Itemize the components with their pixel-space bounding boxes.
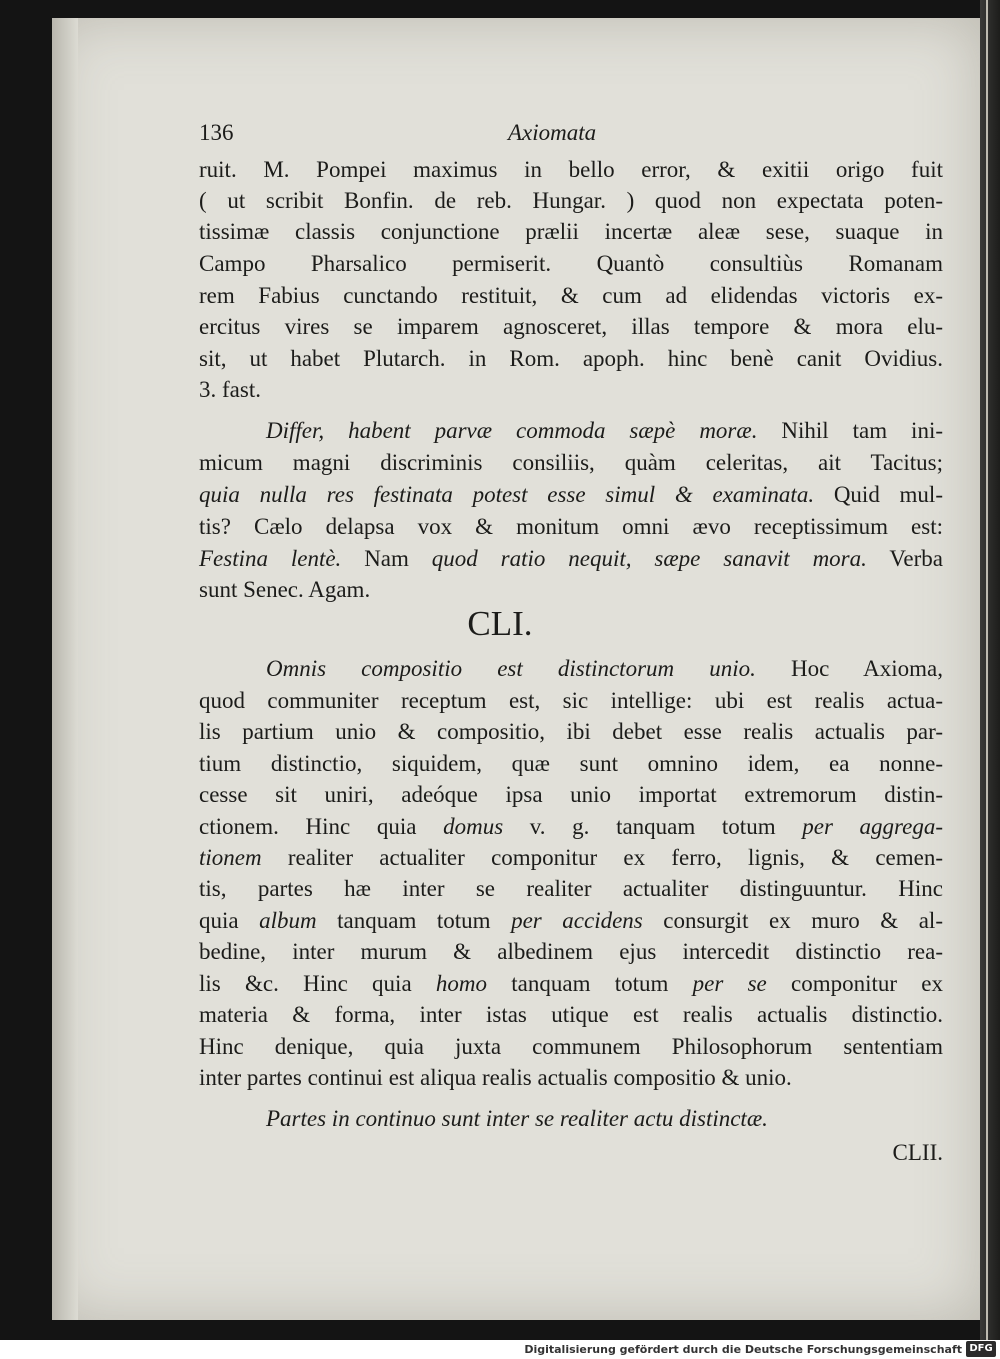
text-span: micum magni discriminis consiliis, quàm celeritas, ait Tacitus; [199,450,943,475]
italic-text: Omnis compositio est distinctorum unio. [266,656,756,681]
text-span: tis? Cælo delapsa vox & monitum omni ævo receptissimum est: [199,514,943,539]
text-line [199,749,943,779]
text-line [199,812,943,842]
text-span: componitur ex [766,971,944,996]
text-span: tanquam totum [316,908,512,933]
text-line: ( ut scribit Bonfin. de reb. Hungar. ) quod non expectata poten- [199,188,943,213]
text-span: bedine, inter murum & albedinem ejus intercedit distinctio rea- [199,939,943,964]
italic-text: album [259,908,317,933]
paragraph-4: Partes in continuo sunt inter se realiter actu distinctæ. [266,1106,768,1131]
text-line [199,937,943,967]
text-span: materia & forma, inter istas utique est realis actualis distinctio. [199,1002,943,1027]
text-line: rem Fabius cunctando restituit, & cum ad elidendas victoris ex- [199,283,943,308]
text-line: ercitus vires se imparem agnosceret, illas tempore & mora elu- [199,314,943,339]
text-span: inter partes continui est aliqua realis actualis compositio & unio. [199,1065,792,1090]
text-span: Verba [866,546,943,571]
text-span: tium distinctio, siquidem, quæ sunt omnino idem, ea nonne- [199,751,943,776]
page-number: 136 [199,120,234,145]
italic-text: Festina lentè. [199,546,342,571]
italic-text: per aggrega- [802,814,944,839]
text-span: tis, partes hæ inter se realiter actualiter distinguuntur. Hinc [199,876,943,901]
text-line [199,1063,943,1093]
text-line [199,843,943,873]
text-line [199,575,943,605]
text-line [199,906,943,936]
italic-text: quia nulla res festinata potest esse simul & examinata. [199,482,815,507]
italic-text: tionem [199,845,262,870]
text-span: Hinc denique, quia juxta communem Philosophorum sententiam [199,1034,943,1059]
text-span: realiter actualiter componitur ex ferro, lignis, & cemen- [261,845,943,870]
section-heading: CLI. [467,604,533,643]
text-span: lis &c. Hinc quia [199,971,436,996]
text-line: tissimæ classis conjunctione prælii incertæ aleæ sese, suaque in [199,219,943,244]
text-line [199,717,943,747]
text-span: sunt Senec. Agam. [199,577,371,602]
text-line [199,874,943,904]
text-line [199,780,943,810]
text-span: v. g. tanquam totum [503,814,803,839]
catchword: CLII. [892,1140,943,1165]
text-span: quod communiter receptum est, sic intellige: ubi est realis actua- [199,688,943,713]
text-line [199,969,943,999]
text-line [199,686,943,716]
text-line: ruit. M. Pompei maximus in bello error, & exitii origo fuit [199,157,943,182]
italic-text: per accidens [511,908,643,933]
text-line [199,1032,943,1062]
text-line: sit, ut habet Plutarch. in Rom. apoph. hinc benè canit Ovidius. [199,346,943,371]
text-line [199,448,943,478]
page-gutter [52,18,78,1320]
italic-text: per se [692,971,767,996]
italic-text: domus [443,814,504,839]
italic-text: quod ratio nequit, sæpe sanavit mora. [431,546,867,571]
text-line [199,544,943,574]
dfg-logo-icon: DFG [966,1341,996,1357]
italic-text: homo [435,971,488,996]
text-span: Hoc Axioma, [755,656,943,681]
text-line [266,416,943,446]
text-line: 3. fast. [199,377,261,402]
funding-credit: Digitalisierung gefördert durch die Deutsche Forschungsgemeinschaft [524,1343,962,1356]
italic-text: Differ, habent parvæ commoda sæpè moræ. [266,418,758,443]
text-line [266,654,943,684]
text-span: tanquam totum [487,971,693,996]
text-line [199,512,943,542]
text-span: Nihil tam ini- [757,418,943,443]
text-span: Nam [341,546,432,571]
running-head: Axiomata [508,120,597,145]
text-span: quia [199,908,260,933]
text-line [199,480,943,510]
text-span: cesse sit uniri, adeóque ipsa unio importat extremorum distin- [199,782,943,807]
page-edge [980,0,1000,1340]
text-span: consurgit ex muro & al- [642,908,943,933]
text-span: lis partium unio & compositio, ibi debet esse realis actualis par- [199,719,943,744]
text-span: ctionem. Hinc quia [199,814,444,839]
text-line: Campo Pharsalico permiserit. Quantò consultiùs Romanam [199,251,943,276]
text-line [199,1000,943,1030]
text-span: Quid mul- [814,482,943,507]
